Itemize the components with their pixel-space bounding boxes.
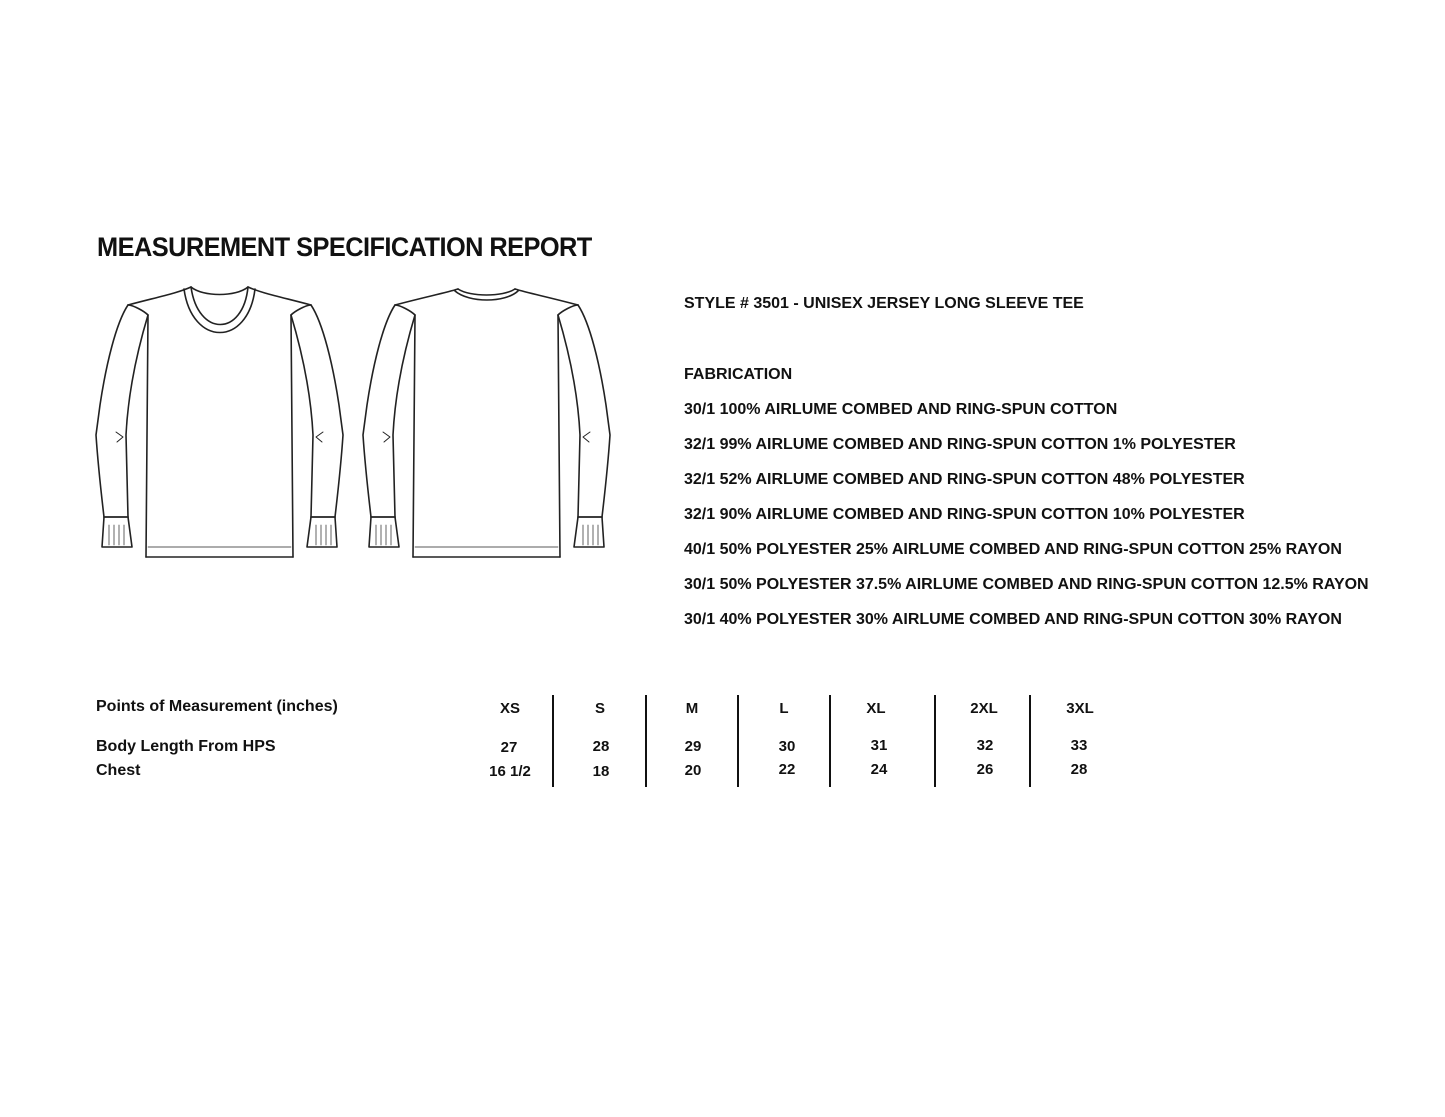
row-label-chest: Chest	[96, 762, 141, 779]
size-header-s: S	[594, 700, 605, 717]
size-header-2xl: 2XL	[970, 700, 998, 717]
size-header-m: M	[685, 700, 699, 717]
column-divider	[645, 695, 647, 787]
column-divider	[934, 695, 936, 787]
column-divider	[552, 695, 554, 787]
table-cell: 27	[500, 739, 518, 756]
long-sleeve-tee-front-icon	[88, 285, 353, 565]
table-cell: 32	[976, 737, 994, 754]
table-header-label: Points of Measurement (inches)	[96, 698, 338, 715]
report-title: MEASUREMENT SPECIFICATION REPORT	[97, 232, 592, 262]
fabrication-heading: FABRICATION	[684, 366, 793, 383]
fabrication-item: 32/1 99% AIRLUME COMBED AND RING-SPUN COTTON 1% POLYESTER	[684, 436, 1236, 453]
tee-back-illustration	[355, 285, 620, 565]
fabrication-item: 30/1 100% AIRLUME COMBED AND RING-SPUN COTTON	[684, 401, 1118, 418]
size-header-xs: XS	[499, 700, 520, 717]
fabrication-item: 30/1 40% POLYESTER 30% AIRLUME COMBED AND RING-SPUN COTTON 30% RAYON	[684, 611, 1342, 628]
fabrication-item: 32/1 90% AIRLUME COMBED AND RING-SPUN COTTON 10% POLYESTER	[684, 506, 1245, 523]
size-header-3xl: 3XL	[1066, 700, 1094, 717]
measurement-table	[0, 690, 1445, 790]
table-cell: 29	[684, 738, 702, 755]
size-header-xl: XL	[866, 700, 886, 717]
long-sleeve-tee-back-icon	[355, 285, 620, 565]
table-cell: 33	[1070, 737, 1088, 754]
table-cell: 16 1/2	[489, 763, 531, 780]
table-cell: 30	[778, 738, 796, 755]
column-divider	[1029, 695, 1031, 787]
column-divider	[737, 695, 739, 787]
table-cell: 28	[1070, 761, 1088, 778]
specs-block	[684, 294, 1369, 630]
table-cell: 18	[592, 763, 610, 780]
table-cell: 22	[778, 761, 796, 778]
table-cell: 26	[976, 761, 994, 778]
table-cell: 20	[684, 762, 702, 779]
table-cell: 28	[592, 738, 610, 755]
fabrication-item: 30/1 50% POLYESTER 37.5% AIRLUME COMBED AND RING-SPUN COTTON 12.5% RAYON	[684, 576, 1369, 593]
tee-front-illustration	[88, 285, 353, 565]
table-cell: 31	[870, 737, 888, 754]
style-number: STYLE # 3501 - UNISEX JERSEY LONG SLEEVE TEE	[684, 295, 1084, 312]
fabrication-item: 32/1 52% AIRLUME COMBED AND RING-SPUN COTTON 48% POLYESTER	[684, 471, 1245, 488]
row-label-body-length: Body Length From HPS	[96, 738, 276, 755]
table-cell: 24	[870, 761, 888, 778]
column-divider	[829, 695, 831, 787]
fabrication-item: 40/1 50% POLYESTER 25% AIRLUME COMBED AND RING-SPUN COTTON 25% RAYON	[684, 541, 1342, 558]
size-header-l: L	[779, 700, 789, 717]
